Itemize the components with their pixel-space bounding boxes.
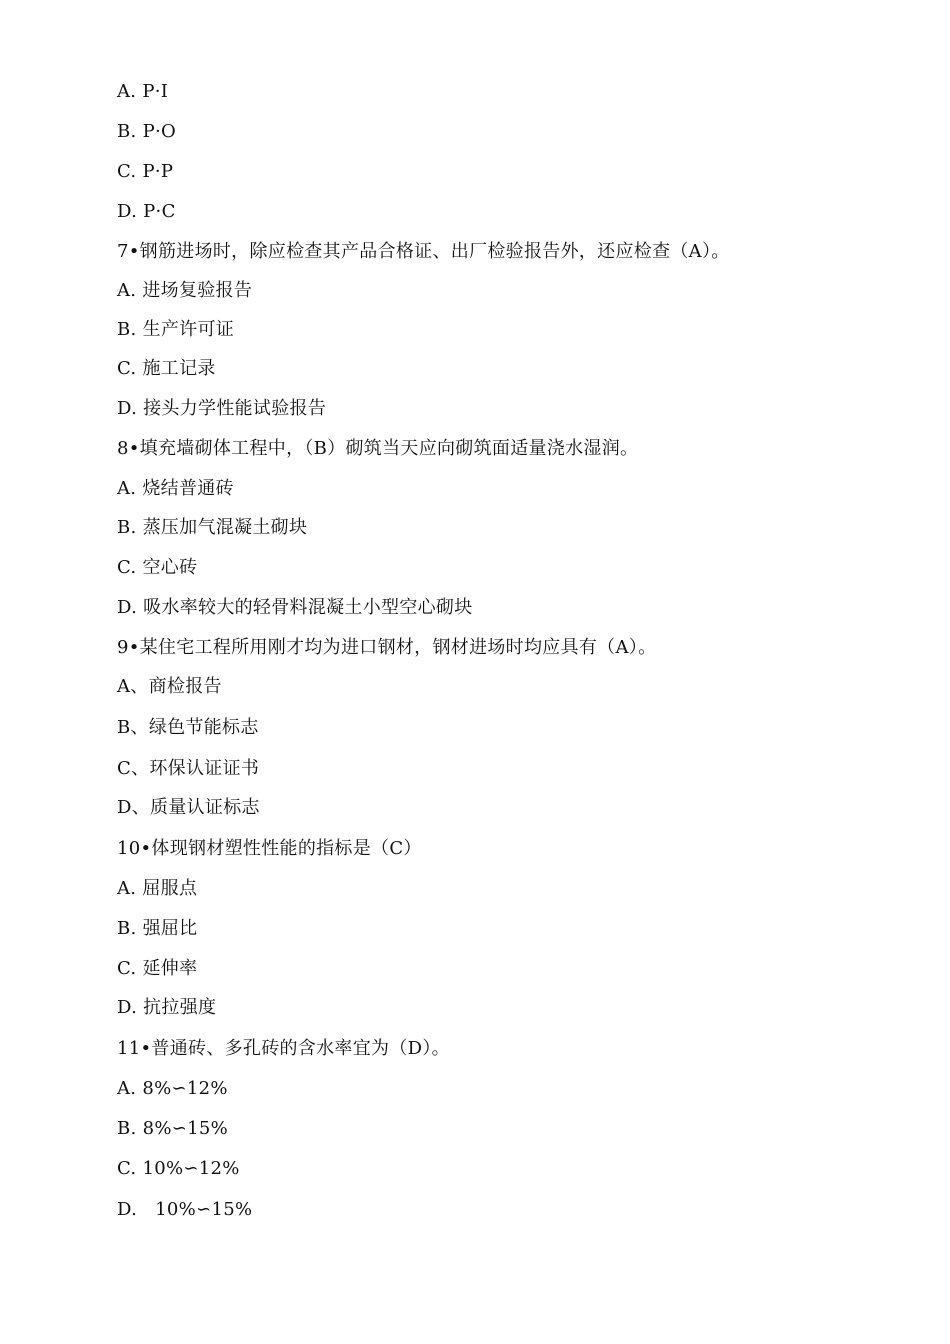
question-line: 9•某住宅工程所用刚才均为进口钢材，钢材进场时均应具有（A）。 bbox=[117, 637, 657, 658]
question-line: 7•钢筋进场时，除应检查其产品合格证、出厂检验报告外，还应检查（A）。 bbox=[117, 241, 730, 262]
question-line: 10•体现钢材塑性性能的指标是（C） bbox=[117, 838, 422, 859]
option-line: C. 空心砖 bbox=[117, 557, 198, 578]
option-line: C、环保认证证书 bbox=[117, 758, 260, 779]
option-line: A、商检报告 bbox=[117, 676, 222, 697]
option-line: C. 10%∽12% bbox=[117, 1158, 240, 1179]
option-line: A. 屈服点 bbox=[117, 878, 198, 899]
option-line: D. 接头力学性能试验报告 bbox=[117, 398, 327, 419]
option-line: B、绿色节能标志 bbox=[117, 717, 259, 738]
question-line: 11•普通砖、多孔砖的含水率宜为（D）。 bbox=[117, 1038, 450, 1059]
option-line: A. 8%∽12% bbox=[117, 1078, 228, 1099]
option-line: B. 生产许可证 bbox=[117, 319, 235, 340]
option-line: B. 蒸压加气混凝土砌块 bbox=[117, 517, 308, 538]
option-line: C. 延伸率 bbox=[117, 958, 198, 979]
option-line: D. 吸水率较大的轻骨料混凝土小型空心砌块 bbox=[117, 597, 473, 618]
option-line: D、质量认证标志 bbox=[117, 797, 260, 818]
option-line: D. P·C bbox=[117, 201, 176, 222]
option-line: C. 施工记录 bbox=[117, 358, 216, 379]
option-line: A. 进场复验报告 bbox=[117, 280, 253, 301]
question-line: 8•填充墙砌体工程中，（B）砌筑当天应向砌筑面适量浇水湿润。 bbox=[117, 438, 639, 459]
option-line: D. 抗拉强度 bbox=[117, 997, 217, 1018]
option-line: A. 烧结普通砖 bbox=[117, 478, 234, 499]
option-line: A. P·I bbox=[117, 81, 169, 102]
option-line: B. 强屈比 bbox=[117, 918, 198, 939]
option-line: B. P·O bbox=[117, 121, 177, 142]
option-line: B. 8%∽15% bbox=[117, 1118, 229, 1139]
option-line: D. 10%∽15% bbox=[117, 1199, 253, 1220]
option-line: C. P·P bbox=[117, 161, 174, 182]
